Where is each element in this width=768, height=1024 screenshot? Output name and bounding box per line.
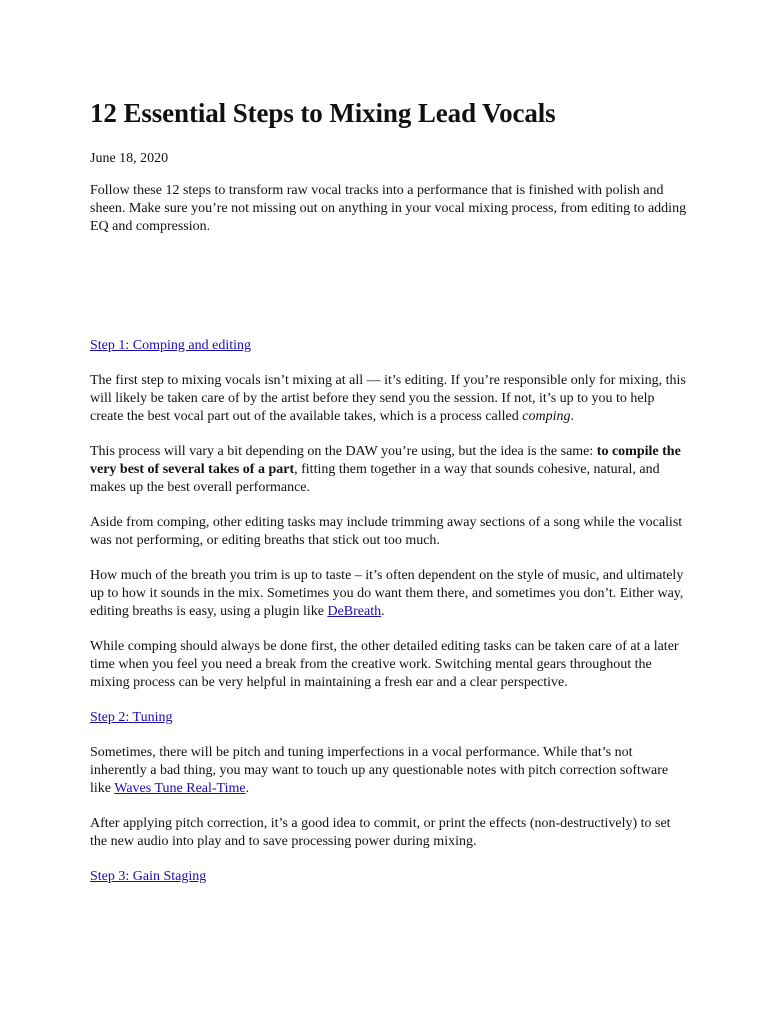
step-1-paragraph-4-text: How much of the breath you trim is up to taste – it’s often dependent on the style of music, and ultimately up to how it sounds in the mix. Sometimes you do want them there, and sometimes you don’t. Either way, editing breaths is easy, using a plugin like	[90, 568, 684, 619]
step-1-paragraph-2-text: This process will vary a bit depending on the DAW you’re using, but the idea is the same:	[90, 444, 597, 459]
step-2-paragraph-1-text: Sometimes, there will be pitch and tuning imperfections in a vocal performance. While that’s not inherently a bad thing, you may want to touch up any questionable notes with pitch correction software like	[90, 745, 669, 796]
publish-date: June 18, 2020	[90, 151, 169, 166]
step-1-paragraph-1-end: .	[570, 409, 574, 424]
page-title: 12 Essential Steps to Mixing Lead Vocals	[90, 98, 556, 128]
step-3-link[interactable]: Step 3: Gain Staging	[90, 869, 207, 884]
step-3-heading	[90, 868, 690, 886]
step-2-heading	[90, 709, 690, 727]
article-body	[90, 96, 690, 886]
step-1-paragraph-1	[90, 372, 690, 426]
step-2-link[interactable]: Step 2: Tuning	[90, 710, 173, 725]
step-1-paragraph-4-end: .	[381, 604, 385, 619]
step-1-paragraph-2	[90, 443, 690, 497]
step-1-paragraph-3: Aside from comping, other editing tasks may include trimming away sections of a song while the vocalist was not performing, or editing breaths that stick out too much.	[90, 515, 683, 548]
step-1-heading	[90, 337, 690, 355]
intro-paragraph: Follow these 12 steps to transform raw vocal tracks into a performance that is finished with polish and sheen. Make sure you’re not missing out on anything in your vocal mixing process, from editing to adding EQ and compression.	[90, 183, 687, 234]
step-2-paragraph-2: After applying pitch correction, it’s a good idea to commit, or print the effects (non-destructively) to set the new audio into play and to save processing power during mixing.	[90, 816, 671, 849]
step-2-paragraph-1	[90, 744, 690, 798]
emphasis-text: to compile the very best of several takes of a part	[90, 444, 681, 477]
step-1-paragraph-2-end: , fitting them together in a way that sounds cohesive, natural, and makes up the best overall performance.	[90, 462, 660, 495]
comping-term: comping	[522, 409, 571, 424]
step-1-paragraph-4	[90, 567, 690, 621]
waves-tune-link[interactable]: Waves Tune Real-Time	[114, 781, 246, 796]
step-1-link[interactable]: Step 1: Comping and editing	[90, 338, 251, 353]
step-2-paragraph-1-end: .	[245, 781, 250, 796]
step-1-paragraph-5: While comping should always be done first, the other detailed editing tasks can be taken care of at a later time when you feel you need a break from the creative work. Switching mental gears throughout the mixing process can be very helpful in maintaining a fresh ear and a clear perspective.	[90, 639, 679, 690]
step-1-paragraph-1-text: The first step to mixing vocals isn’t mixing at all — it’s editing. If you’re responsible only for mixing, this will likely be taken care of by the artist before they send you the session. If not, it’s up to you to help create the best vocal part out of the available takes, which is a process called	[90, 373, 686, 424]
debreath-link[interactable]: DeBreath	[327, 604, 382, 619]
